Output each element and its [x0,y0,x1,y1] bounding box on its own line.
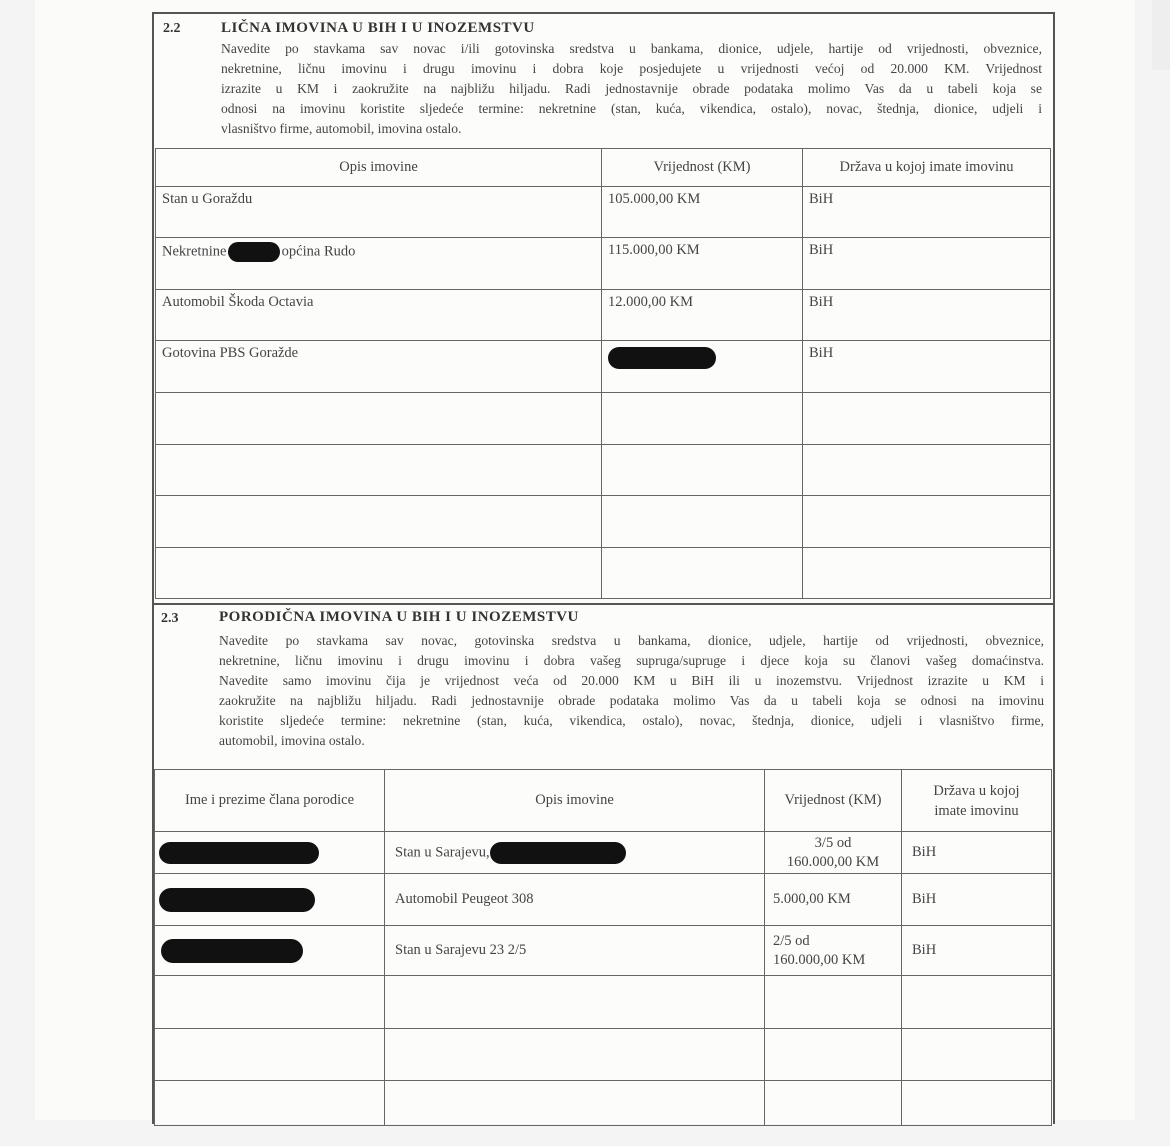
section-title: PORODIČNA IMOVINA U BIH I U INOZEMSTVU [219,609,579,625]
empty-cell [803,496,1051,548]
col-header-vrijednost: Vrijednost (KM) [602,149,803,187]
cell-vrijednost [765,832,902,874]
asset-declaration-form [152,12,1055,1124]
cell-drzava: BiH [803,290,1051,341]
col-header-drzava [902,770,1052,832]
cell-drzava: BiH [803,341,1051,393]
desc-line: automobil, imovina ostalo. [219,733,365,748]
table-row [156,238,1051,290]
empty-cell [385,1081,765,1126]
cell-vrijednost: 12.000,00 KM [602,290,803,341]
cell-drzava: BiH [902,832,1052,874]
empty-row [155,1029,1052,1081]
family-assets-table [154,769,1052,1126]
table-row [156,187,1051,238]
desc-line: vlasništvo firme, automobil, imovina ostalo. [221,121,462,136]
cell-opis-prefix: Nekretnine [162,243,227,260]
redaction-mark [490,842,626,864]
header-line: Država u kojoj [933,782,1020,799]
cell-opis-text: Stan u Sarajevu, [395,843,490,860]
empty-cell [156,445,602,496]
empty-row [156,548,1051,599]
section-2-3-header [154,603,1053,773]
empty-cell [902,1081,1052,1126]
scrollbar-track[interactable] [1152,0,1170,70]
redaction-mark [608,347,716,369]
section-description [221,39,1042,139]
table-row [155,874,1052,926]
empty-cell [803,393,1051,445]
empty-cell [765,976,902,1029]
table-row [155,832,1052,874]
empty-cell [385,1029,765,1081]
empty-cell [765,1081,902,1126]
cell-opis: Gotovina PBS Goražde [156,341,602,393]
empty-cell [156,393,602,445]
col-header-opis: Opis imovine [156,149,602,187]
cell-opis: Automobil Škoda Octavia [156,290,602,341]
empty-cell [765,1029,902,1081]
cell-drzava: BiH [803,238,1051,290]
col-header-vrijednost: Vrijednost (KM) [765,770,902,832]
empty-cell [602,445,803,496]
cell-opis: Stan u Sarajevu 23 2/5 [385,926,765,976]
empty-cell [155,1029,385,1081]
cell-ime [155,832,385,874]
cell-vrijednost [765,926,902,976]
cell-opis: Stan u Goraždu [156,187,602,238]
empty-row [156,496,1051,548]
empty-cell [803,445,1051,496]
table-row [156,290,1051,341]
cell-vrijednost [602,341,803,393]
empty-cell [155,976,385,1029]
empty-cell [602,548,803,599]
section-number: 2.2 [163,21,181,36]
col-header-drzava: Država u kojoj imate imovinu [803,149,1051,187]
desc-line: odnosi na imovinu koristite sljedeće termine: nekretnine (stan, kuća, vikendica, ostalo), novac, štednja, dionice, udjeli i [221,101,1042,116]
col-header-opis: Opis imovine [385,770,765,832]
empty-cell [602,496,803,548]
desc-line: Navedite po stavkama sav novac i/ili gotovinska sredstva u bankama, dionice, udjele, hartije od vrijednosti, obveznice, [221,41,1042,56]
desc-line: nekretnine, ličnu imovinu i drugu imovinu i dobra vašeg supruga/supruge i djece koja su članovi vašeg domaćinstva. [219,653,1044,668]
section-number: 2.3 [161,611,179,626]
desc-line: zaokružite na najbližu hiljadu. Radi jednostavnije obrade podataka molimo Vas da u tabeli koja se odnosi na imovinu [219,693,1044,708]
empty-cell [156,548,602,599]
empty-cell [902,1029,1052,1081]
personal-assets-table [155,148,1051,599]
cell-drzava: BiH [902,926,1052,976]
empty-row [156,393,1051,445]
empty-cell [902,976,1052,1029]
cell-vrijednost: 105.000,00 KM [602,187,803,238]
cell-opis-suffix: općina Rudo [281,243,356,260]
empty-row [155,1081,1052,1126]
empty-cell [385,976,765,1029]
header-line: imate imovinu [934,802,1019,819]
section-2-2-header [154,14,1053,150]
desc-line: Navedite po stavkama sav novac, gotovinska sredstva u bankama, dionice, udjele, hartije od vrijednosti, obveznice, [219,633,1044,648]
empty-cell [803,548,1051,599]
empty-row [155,976,1052,1029]
table-header-row [155,770,1052,832]
desc-line: nekretnine, ličnu imovinu i drugu imovinu i dobra koje posjedujete u vrijednosti većoj od 20.000 KM. Vrijednost [221,61,1042,76]
value-line: 3/5 od [814,834,852,851]
col-header-ime: Ime i prezime člana porodice [155,770,385,832]
desc-line: Navedite samo imovinu čija je vrijednost veća od 20.000 KM u BiH ili u inozemstvu. Vrijednost izrazite u KM i [219,673,1044,688]
redaction-mark [159,842,319,864]
table-row [155,926,1052,976]
empty-row [156,445,1051,496]
value-line: 160.000,00 KM [786,853,880,870]
cell-ime [155,874,385,926]
empty-cell [155,1081,385,1126]
desc-line: koristite sljedeće termine: nekretnine (stan, kuća, vikendica, ostalo), novac, štednja, dionice, udjeli i vlasništvo firme, [219,713,1044,728]
cell-drzava: BiH [902,874,1052,926]
desc-line: izrazite u KM i zaokružite na najbližu hiljadu. Radi jednostavnije obrade podataka molimo Vas da u tabeli koja se [221,81,1042,96]
redaction-mark [161,939,303,963]
section-description [219,631,1044,751]
empty-cell [156,496,602,548]
cell-ime [155,926,385,976]
table-header-row [156,149,1051,187]
empty-cell [602,393,803,445]
cell-vrijednost: 5.000,00 KM [765,874,902,926]
cell-drzava: BiH [803,187,1051,238]
redaction-mark [228,242,280,262]
cell-opis [156,238,602,290]
table-row [156,341,1051,393]
value-line: 2/5 od [773,932,810,949]
cell-opis: Automobil Peugeot 308 [385,874,765,926]
cell-opis [385,832,765,874]
redaction-mark [159,888,315,912]
value-line: 160.000,00 KM [773,951,866,968]
cell-vrijednost: 115.000,00 KM [602,238,803,290]
section-title: LIČNA IMOVINA U BIH I U INOZEMSTVU [221,20,535,36]
